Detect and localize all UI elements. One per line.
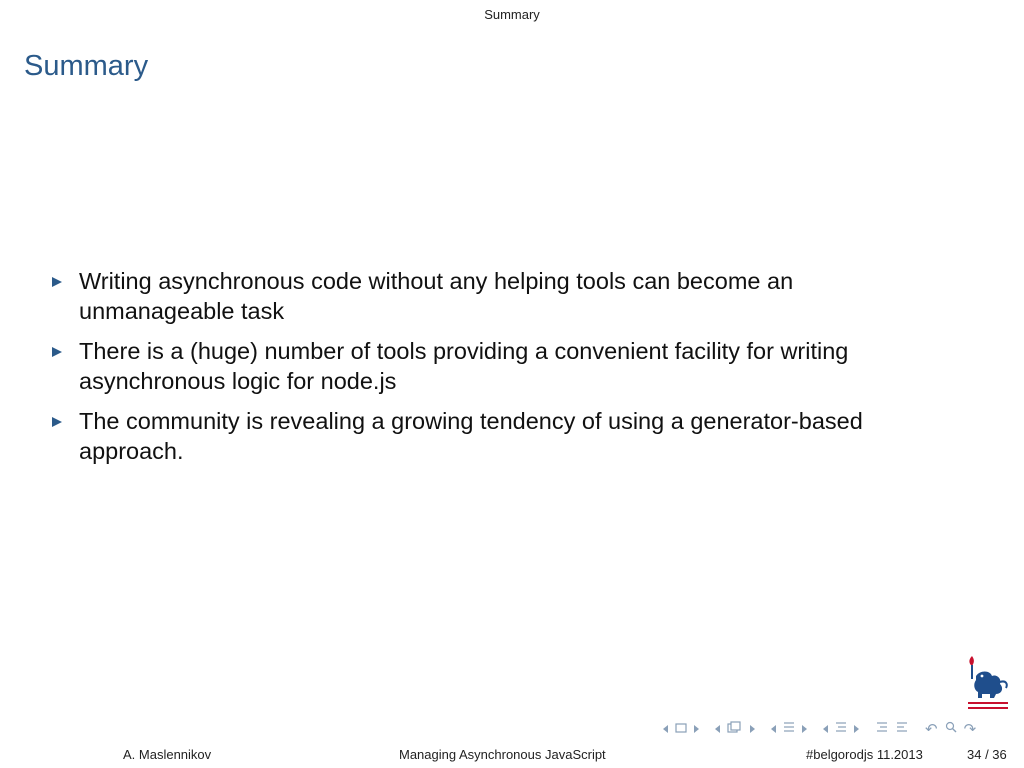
bullet-item xyxy=(48,336,948,396)
search-icon[interactable] xyxy=(945,720,957,738)
bullet-item xyxy=(48,266,948,326)
nav-prev-frame-icon[interactable] xyxy=(663,725,668,733)
part-icon[interactable] xyxy=(835,720,847,738)
nav-prev-part-icon[interactable] xyxy=(823,725,828,733)
footer-bar xyxy=(0,747,1024,765)
nav-subsection-group xyxy=(712,720,758,738)
subsection-icon[interactable] xyxy=(727,720,743,738)
nav-next-part-icon[interactable] xyxy=(854,725,859,733)
nav-history-group xyxy=(922,720,979,738)
bullet-text: The community is revealing a growing tendency of using a generator-based approach. xyxy=(79,408,863,464)
frame-title: Summary xyxy=(24,50,149,82)
document-end-icon[interactable] xyxy=(896,720,908,738)
lion-emblem-logo xyxy=(962,654,1014,712)
nav-section-group xyxy=(768,720,810,738)
nav-next-frame-icon[interactable] xyxy=(694,725,699,733)
nav-frame-group xyxy=(660,720,702,738)
back-icon[interactable]: ↶ xyxy=(925,720,938,738)
forward-icon[interactable]: ↷ xyxy=(963,720,977,738)
bullet-list xyxy=(48,266,948,476)
nav-next-section-icon[interactable] xyxy=(802,725,807,733)
document-start-icon[interactable] xyxy=(876,720,888,738)
nav-prev-subsection-icon[interactable] xyxy=(715,725,720,733)
nav-prev-section-icon[interactable] xyxy=(771,725,776,733)
triangle-bullet-icon xyxy=(52,277,62,287)
nav-document-group xyxy=(872,720,912,738)
frame-icon[interactable] xyxy=(675,720,687,738)
footer-page-number: 34 / 36 xyxy=(967,747,1007,762)
footer-event: #belgorodjs 11.2013 xyxy=(806,747,923,762)
footer-talk-title: Managing Asynchronous JavaScript xyxy=(399,747,606,762)
nav-part-group xyxy=(820,720,862,738)
section-header: Summary xyxy=(484,7,540,22)
bullet-text: There is a (huge) number of tools providing a convenient facility for writing asynchronous logic for node.js xyxy=(79,338,849,394)
lion-emblem-icon xyxy=(962,654,1014,712)
section-icon[interactable] xyxy=(783,720,795,738)
beamer-navigation-bar xyxy=(660,719,989,739)
triangle-bullet-icon xyxy=(52,417,62,427)
bullet-item xyxy=(48,406,948,466)
footer-author: A. Maslennikov xyxy=(123,747,212,762)
triangle-bullet-icon xyxy=(52,347,62,357)
bullet-text: Writing asynchronous code without any helping tools can become an unmanageable task xyxy=(79,268,794,324)
nav-next-subsection-icon[interactable] xyxy=(750,725,755,733)
